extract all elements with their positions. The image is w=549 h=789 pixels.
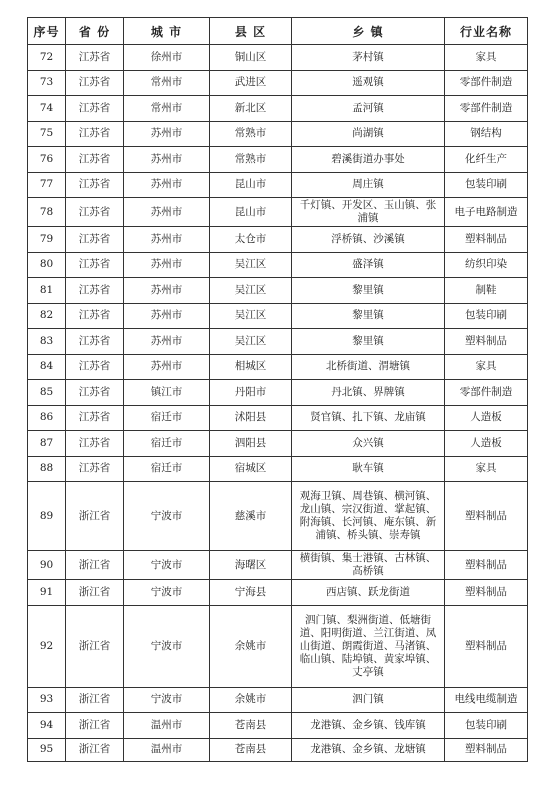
cell-industry: 家具 (445, 354, 528, 380)
table-row (28, 303, 528, 329)
cell-county: 苍南县 (210, 738, 292, 761)
cell-county: 宿城区 (210, 456, 292, 482)
cell-province: 浙江省 (66, 713, 124, 739)
cell-province: 江苏省 (66, 405, 124, 431)
cell-city: 常州市 (124, 96, 210, 122)
cell-county: 相城区 (210, 354, 292, 380)
table-body (28, 45, 528, 762)
cell-city: 镇江市 (124, 380, 210, 406)
cell-county: 余姚市 (210, 605, 292, 687)
table-row (28, 738, 528, 761)
header-row (28, 18, 528, 45)
header-county: 县 区 (210, 18, 292, 45)
table-row (28, 252, 528, 278)
cell-town: 周庄镇 (292, 172, 445, 198)
table-row (28, 687, 528, 713)
cell-city: 苏州市 (124, 198, 210, 227)
table-row (28, 227, 528, 253)
cell-county: 昆山市 (210, 172, 292, 198)
cell-province: 江苏省 (66, 96, 124, 122)
cell-town: 泗门镇 (292, 687, 445, 713)
cell-city: 苏州市 (124, 147, 210, 173)
cell-county: 太仓市 (210, 227, 292, 253)
cell-no: 72 (28, 45, 66, 71)
cell-province: 江苏省 (66, 147, 124, 173)
cell-industry: 电子电路制造 (445, 198, 528, 227)
cell-city: 宿迁市 (124, 456, 210, 482)
cell-province: 江苏省 (66, 227, 124, 253)
cell-province: 江苏省 (66, 278, 124, 304)
cell-no: 85 (28, 380, 66, 406)
header-no: 序号 (28, 18, 66, 45)
header-province: 省 份 (66, 18, 124, 45)
cell-city: 常州市 (124, 70, 210, 96)
table-row (28, 278, 528, 304)
cell-province: 江苏省 (66, 172, 124, 198)
cell-industry: 塑料制品 (445, 227, 528, 253)
cell-county: 吴江区 (210, 303, 292, 329)
table-row (28, 713, 528, 739)
cell-province: 江苏省 (66, 198, 124, 227)
cell-town: 尚湖镇 (292, 121, 445, 147)
cell-no: 94 (28, 713, 66, 739)
cell-province: 江苏省 (66, 354, 124, 380)
cell-city: 宁波市 (124, 551, 210, 580)
cell-town: 浮桥镇、沙溪镇 (292, 227, 445, 253)
cell-town: 遥观镇 (292, 70, 445, 96)
cell-city: 温州市 (124, 738, 210, 761)
cell-industry: 电线电缆制造 (445, 687, 528, 713)
cell-county: 常熟市 (210, 121, 292, 147)
header-industry: 行业名称 (445, 18, 528, 45)
cell-no: 93 (28, 687, 66, 713)
cell-no: 95 (28, 738, 66, 761)
cell-city: 苏州市 (124, 121, 210, 147)
cell-county: 铜山区 (210, 45, 292, 71)
cell-city: 苏州市 (124, 303, 210, 329)
cell-no: 86 (28, 405, 66, 431)
cell-town: 横街镇、集士港镇、古林镇、高桥镇 (292, 551, 445, 580)
cell-no: 84 (28, 354, 66, 380)
cell-no: 79 (28, 227, 66, 253)
cell-town: 观海卫镇、周巷镇、横河镇、龙山镇、宗汉街道、掌起镇、附海镇、长河镇、庵东镇、新浦镇、桥头镇、崇寿镇 (292, 482, 445, 551)
cell-county: 吴江区 (210, 329, 292, 355)
cell-county: 新北区 (210, 96, 292, 122)
cell-county: 海曙区 (210, 551, 292, 580)
cell-industry: 塑料制品 (445, 551, 528, 580)
cell-industry: 零部件制造 (445, 70, 528, 96)
cell-city: 宁波市 (124, 580, 210, 606)
cell-city: 苏州市 (124, 329, 210, 355)
cell-no: 81 (28, 278, 66, 304)
table-row (28, 431, 528, 457)
cell-province: 江苏省 (66, 431, 124, 457)
industry-table (27, 17, 528, 762)
cell-no: 83 (28, 329, 66, 355)
cell-no: 78 (28, 198, 66, 227)
table-row (28, 45, 528, 71)
cell-industry: 制鞋 (445, 278, 528, 304)
cell-town: 丹北镇、界牌镇 (292, 380, 445, 406)
header-town: 乡 镇 (292, 18, 445, 45)
cell-county: 丹阳市 (210, 380, 292, 406)
cell-province: 江苏省 (66, 456, 124, 482)
table-row (28, 329, 528, 355)
cell-no: 76 (28, 147, 66, 173)
cell-town: 茅村镇 (292, 45, 445, 71)
cell-no: 74 (28, 96, 66, 122)
table-row (28, 198, 528, 227)
cell-city: 苏州市 (124, 278, 210, 304)
cell-town: 黎里镇 (292, 303, 445, 329)
cell-town: 贤官镇、扎下镇、龙庙镇 (292, 405, 445, 431)
cell-industry: 塑料制品 (445, 329, 528, 355)
table-row (28, 482, 528, 551)
cell-no: 75 (28, 121, 66, 147)
cell-province: 浙江省 (66, 687, 124, 713)
cell-county: 沭阳县 (210, 405, 292, 431)
table-row (28, 551, 528, 580)
table-row (28, 70, 528, 96)
cell-county: 吴江区 (210, 252, 292, 278)
cell-town: 黎里镇 (292, 278, 445, 304)
cell-industry: 塑料制品 (445, 482, 528, 551)
cell-industry: 零部件制造 (445, 380, 528, 406)
cell-county: 常熟市 (210, 147, 292, 173)
cell-industry: 塑料制品 (445, 605, 528, 687)
cell-industry: 塑料制品 (445, 738, 528, 761)
cell-province: 江苏省 (66, 45, 124, 71)
cell-town: 耿车镇 (292, 456, 445, 482)
cell-city: 宿迁市 (124, 405, 210, 431)
cell-town: 西店镇、跃龙街道 (292, 580, 445, 606)
cell-industry: 人造板 (445, 405, 528, 431)
cell-industry: 包装印刷 (445, 172, 528, 198)
table-row (28, 405, 528, 431)
cell-town: 孟河镇 (292, 96, 445, 122)
table-row (28, 580, 528, 606)
table-row (28, 172, 528, 198)
cell-no: 92 (28, 605, 66, 687)
cell-province: 浙江省 (66, 580, 124, 606)
table-row (28, 354, 528, 380)
cell-no: 82 (28, 303, 66, 329)
cell-city: 宿迁市 (124, 431, 210, 457)
cell-province: 浙江省 (66, 605, 124, 687)
cell-town: 泗门镇、梨洲街道、低塘街道、阳明街道、兰江街道、凤山街道、朗霞街道、马渚镇、临山镇、陆埠镇、黄家埠镇、丈亭镇 (292, 605, 445, 687)
cell-industry: 钢结构 (445, 121, 528, 147)
cell-town: 黎里镇 (292, 329, 445, 355)
cell-city: 苏州市 (124, 172, 210, 198)
cell-town: 众兴镇 (292, 431, 445, 457)
cell-city: 苏州市 (124, 252, 210, 278)
cell-town: 盛泽镇 (292, 252, 445, 278)
table-row (28, 456, 528, 482)
cell-town: 千灯镇、开发区、玉山镇、张浦镇 (292, 198, 445, 227)
cell-no: 77 (28, 172, 66, 198)
cell-province: 浙江省 (66, 738, 124, 761)
cell-industry: 家具 (445, 45, 528, 71)
cell-province: 江苏省 (66, 121, 124, 147)
cell-county: 武进区 (210, 70, 292, 96)
cell-county: 昆山市 (210, 198, 292, 227)
cell-no: 89 (28, 482, 66, 551)
table-row (28, 605, 528, 687)
header-city: 城 市 (124, 18, 210, 45)
cell-county: 泗阳县 (210, 431, 292, 457)
cell-city: 苏州市 (124, 354, 210, 380)
cell-no: 90 (28, 551, 66, 580)
cell-industry: 塑料制品 (445, 580, 528, 606)
cell-town: 龙港镇、金乡镇、钱库镇 (292, 713, 445, 739)
table-row (28, 147, 528, 173)
cell-no: 91 (28, 580, 66, 606)
cell-county: 余姚市 (210, 687, 292, 713)
cell-town: 龙港镇、金乡镇、龙塘镇 (292, 738, 445, 761)
cell-province: 江苏省 (66, 303, 124, 329)
cell-province: 江苏省 (66, 380, 124, 406)
cell-industry: 家具 (445, 456, 528, 482)
cell-province: 浙江省 (66, 551, 124, 580)
table-row (28, 121, 528, 147)
cell-county: 宁海县 (210, 580, 292, 606)
cell-industry: 化纤生产 (445, 147, 528, 173)
cell-town: 北桥街道、渭塘镇 (292, 354, 445, 380)
cell-county: 慈溪市 (210, 482, 292, 551)
cell-industry: 零部件制造 (445, 96, 528, 122)
cell-city: 苏州市 (124, 227, 210, 253)
cell-city: 徐州市 (124, 45, 210, 71)
table-row (28, 96, 528, 122)
cell-no: 80 (28, 252, 66, 278)
cell-industry: 包装印刷 (445, 713, 528, 739)
table-row (28, 380, 528, 406)
cell-town: 碧溪街道办事处 (292, 147, 445, 173)
cell-industry: 包装印刷 (445, 303, 528, 329)
cell-no: 87 (28, 431, 66, 457)
cell-city: 宁波市 (124, 482, 210, 551)
cell-city: 宁波市 (124, 605, 210, 687)
cell-city: 温州市 (124, 713, 210, 739)
cell-city: 宁波市 (124, 687, 210, 713)
cell-province: 江苏省 (66, 70, 124, 96)
cell-industry: 纺织印染 (445, 252, 528, 278)
cell-county: 吴江区 (210, 278, 292, 304)
cell-no: 73 (28, 70, 66, 96)
cell-industry: 人造板 (445, 431, 528, 457)
cell-county: 苍南县 (210, 713, 292, 739)
cell-no: 88 (28, 456, 66, 482)
cell-province: 浙江省 (66, 482, 124, 551)
cell-province: 江苏省 (66, 329, 124, 355)
cell-province: 江苏省 (66, 252, 124, 278)
